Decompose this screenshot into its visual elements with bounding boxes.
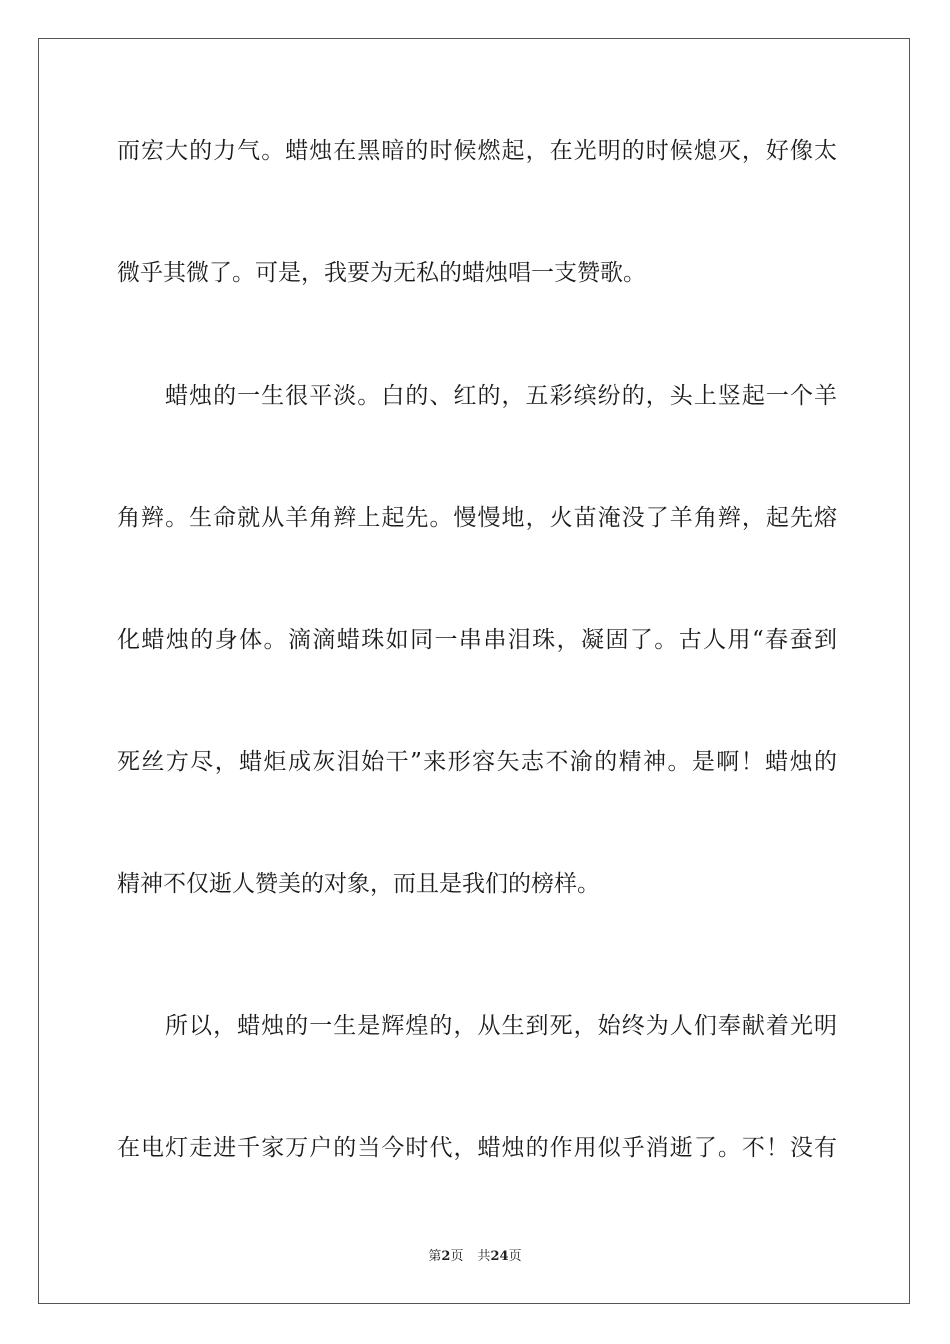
body-text-line: 化蜡烛的身体。滴滴蜡珠如同一串串泪珠，凝固了。古人用“春蚕到 [117,627,837,653]
body-text-line: 角辫。生命就从羊角辫上起先。慢慢地，火苗淹没了羊角辫，起先熔 [117,505,837,531]
body-text-line: 精神不仅逝人赞美的对象，而且是我们的榜样。 [117,871,600,897]
page-prefix: 第 [428,1249,442,1264]
body-text-line: 在电灯走进千家万户的当今时代，蜡烛的作用似乎消逝了。不！没有 [117,1135,837,1161]
body-text-line: 而宏大的力气。蜡烛在黑暗的时候燃起，在光明的时候熄灭，好像太 [117,138,837,164]
page-border [38,38,910,1304]
body-text-line: 蜡烛的一生很平淡。白的、红的，五彩缤纷的，头上竖起一个羊 [165,383,837,409]
page-suffix: 页 [450,1249,464,1264]
current-page-number: 2 [441,1249,451,1264]
total-page-count: 24 [490,1249,509,1264]
body-text-line: 微乎其微了。可是，我要为无私的蜡烛唱一支赞歌。 [117,260,646,286]
page-footer [0,1248,950,1266]
body-text-line: 所以，蜡烛的一生是辉煌的，从生到死，始终为人们奉献着光明 [165,1013,837,1039]
total-suffix: 页 [508,1249,522,1264]
body-text-line: 死丝方尽，蜡炬成灰泪始干”来形容矢志不渝的精神。是啊！蜡烛的 [117,749,837,775]
total-prefix: 共 [477,1249,491,1264]
